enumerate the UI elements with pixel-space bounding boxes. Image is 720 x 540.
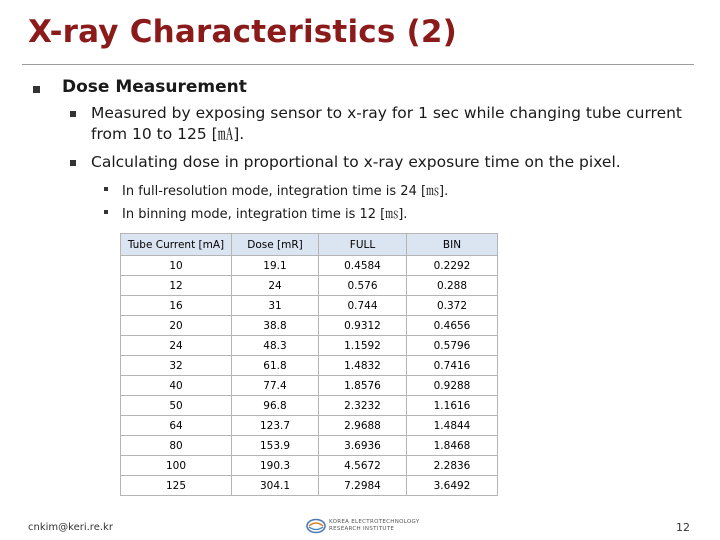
table-body [121, 256, 498, 496]
table-row [121, 336, 498, 356]
table-row [121, 396, 498, 416]
dose-table [120, 233, 498, 496]
table-cell: 50 [121, 396, 232, 416]
table-cell: 1.4832 [319, 356, 407, 376]
table-cell: 7.2984 [319, 476, 407, 496]
bullet-text: Calculating dose in proportional to x-ray exposure time on the pixel. [91, 153, 621, 171]
table-cell: 0.5796 [407, 336, 498, 356]
table-cell: 123.7 [232, 416, 319, 436]
table-cell: 20 [121, 316, 232, 336]
table-row [121, 356, 498, 376]
table-cell: 0.7416 [407, 356, 498, 376]
table-cell: 24 [232, 276, 319, 296]
table-cell: 32 [121, 356, 232, 376]
column-header: FULL [319, 234, 407, 256]
table-cell: 19.1 [232, 256, 319, 276]
slide-title: X-ray Characteristics (2) [28, 14, 457, 50]
table-cell: 3.6492 [407, 476, 498, 496]
table-row [121, 456, 498, 476]
table-cell: 38.8 [232, 316, 319, 336]
table-cell: 2.3232 [319, 396, 407, 416]
table-cell: 1.1616 [407, 396, 498, 416]
footer-email: cnkim@keri.re.kr [28, 522, 113, 533]
page-number: 12 [676, 521, 690, 534]
column-header: BIN [407, 234, 498, 256]
table-cell: 0.744 [319, 296, 407, 316]
table-row [121, 256, 498, 276]
bullet-text: Measured by exposing sensor to x-ray for 1 sec while changing tube current from 10 to 125 [㎃]. [91, 104, 683, 143]
table-cell: 190.3 [232, 456, 319, 476]
sub-bullet-text: In binning mode, integration time is 12 [㎳]. [122, 207, 408, 222]
table-cell: 2.2836 [407, 456, 498, 476]
table-cell: 61.8 [232, 356, 319, 376]
table-cell: 12 [121, 276, 232, 296]
table-cell: 2.9688 [319, 416, 407, 436]
table-row [121, 376, 498, 396]
institute-logo [306, 518, 420, 534]
table-cell: 3.6936 [319, 436, 407, 456]
table-cell: 1.8576 [319, 376, 407, 396]
logo-text-line2: RESEARCH INSTITUTE [329, 526, 395, 532]
table-cell: 153.9 [232, 436, 319, 456]
table-cell: 0.576 [319, 276, 407, 296]
table-cell: 96.8 [232, 396, 319, 416]
column-header: Tube Current [mA] [121, 234, 232, 256]
table-cell: 0.9312 [319, 316, 407, 336]
square-bullet-icon [33, 86, 40, 93]
sub-bullet-text: In full-resolution mode, integration time is 24 [㎳]. [122, 184, 449, 199]
column-header: Dose [mR] [232, 234, 319, 256]
table-cell: 1.8468 [407, 436, 498, 456]
table-cell: 0.9288 [407, 376, 498, 396]
table-cell: 0.4584 [319, 256, 407, 276]
table-cell: 1.1592 [319, 336, 407, 356]
table-cell: 31 [232, 296, 319, 316]
table-cell: 10 [121, 256, 232, 276]
table-cell: 48.3 [232, 336, 319, 356]
table-cell: 24 [121, 336, 232, 356]
table-cell: 125 [121, 476, 232, 496]
table-row [121, 436, 498, 456]
square-bullet-icon [104, 210, 108, 214]
table-header-row [121, 234, 498, 256]
table-cell: 77.4 [232, 376, 319, 396]
table-cell: 0.372 [407, 296, 498, 316]
table-row [121, 296, 498, 316]
keri-logo-icon [306, 518, 326, 534]
title-divider [22, 64, 694, 65]
table-cell: 0.288 [407, 276, 498, 296]
table-cell: 0.2292 [407, 256, 498, 276]
table-cell: 64 [121, 416, 232, 436]
table-cell: 304.1 [232, 476, 319, 496]
table-row [121, 416, 498, 436]
table-cell: 1.4844 [407, 416, 498, 436]
table-row [121, 476, 498, 496]
table-cell: 40 [121, 376, 232, 396]
table-cell: 100 [121, 456, 232, 476]
table-row [121, 276, 498, 296]
table-cell: 80 [121, 436, 232, 456]
table-cell: 0.4656 [407, 316, 498, 336]
table-cell: 16 [121, 296, 232, 316]
square-bullet-icon [70, 111, 76, 117]
table-cell: 4.5672 [319, 456, 407, 476]
logo-text-line1: KOREA ELECTROTECHNOLOGY [329, 519, 420, 525]
square-bullet-icon [104, 187, 108, 191]
section-heading: Dose Measurement [62, 77, 247, 97]
square-bullet-icon [70, 160, 76, 166]
table-row [121, 316, 498, 336]
